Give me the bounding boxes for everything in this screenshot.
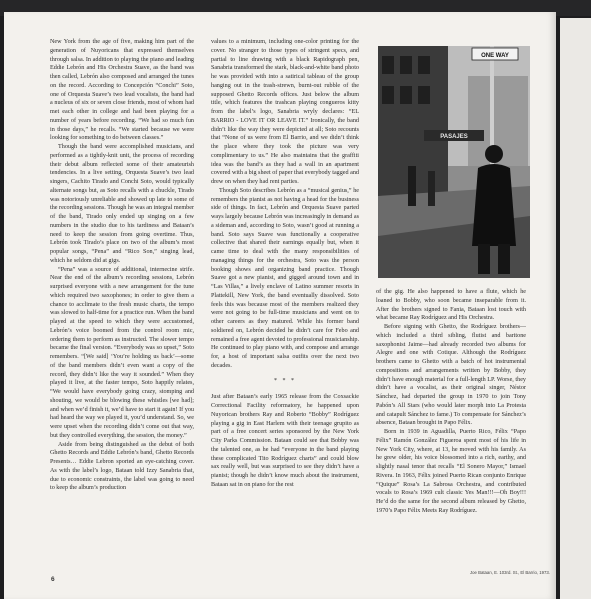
paragraph: Aside from being distinguished as the debut of both Ghetto Records and Eddie Lebrón’s band, Ghetto Records Presents… Eddie Lebron sported an eye-catching cover. As with the label’s logo, Bataan told Izzy Sanabria that, due to economic constraints, the label was going to need to keep the album’s production [50,441,194,492]
text-column-2 [211,38,359,588]
text-column-3 [376,288,526,568]
paragraph: Though the band were accomplished musicians, and performed as a tightly-knit unit, the process of recording their debut album reflected some of their amateurish tendencies. In a live setting, Orquesta Suave’s two lead singers, Cachito Tirado and Conchi Soto, would typically alternate songs but, as Soto recalls with a chuckle, Tirado was notoriously unreliable and showed up late to some of the recording sessions. Though he was an integral member of the band, Tirado only ended up singing on a few numbers in the studio due to his tardiness and Bataan’s need to keep the session from going overtime. Thus, Lebrón took Tirado’s place on two of the album’s most popular songs, “Pena” and “Rico Son,” singing lead, which he seldom did at gigs. [50,144,194,264]
text-column-1 [50,38,194,588]
facing-page-edge [560,18,591,599]
paragraph: Before signing with Ghetto, the Rodríguez brothers—which included a third sibling, flutist and baritone saxophonist Jaime—had already recorded two albums for Alegre and one with Cotique. Although the Rodríguez brothers came to Ghetto with a batch of hot instrumental compositions and arrangements written by Bobby, they didn’t have enough material for a full-length LP. Worse, they didn’t have a vocalist, as their original singer, Néstor Sánchez, had departed the group in 1970 to join Tony Pabón’s All Stars (who would later morph into La Protesta and catapult Sánchez to fame.) To compensate for Sánchez’s absence, Bataan brought in Papo Félix. [376,324,526,427]
photo-caption: Joe Bataan, E. 103rd. St., El Barrio, 1973. [469,570,550,575]
page-number: 6 [51,576,55,583]
paragraph: values to a minimum, including one-color printing for the cover. No stranger to those types of stringent specs, and partial to line drawing with a black Rapidograph pen, Sanabria transformed the stark, black-and-white band photo he was provided with into a satirical tableau of the group hanging out in the trash-strewn, burnt-out rubble of the supposed Ghetto Records offices. Just below the album title, which features the trashcan playing congueros kitty from the label’s logo, Sanabria wryly declares: “EL BARRIO - LOVE IT OR LEAVE IT.” Ironically, the band didn’t like the way they were depicted at all; Soto recounts that “None of us were from El Barrio, and we didn’t think the place where they took the picture was very complimentary to us.” He also maintains that the graffiti idea was the band’s as they had a wall in an apartment covered with a big sheet of paper that everybody tagged and drew on when they had rent parties. [211,39,359,185]
paragraph: of the gig. He also happened to have a flute, which he loaned to Bobby, who soon became inseparable from it. After the brothers signed to Fania, Bataan lost touch with what became Ray Rodríguez and His Orchestra. [376,289,526,322]
paragraph: Born in 1939 in Aguadilla, Puerto Rico, Félix “Papo Félix” Ramón González Figueroa spent most of his life in New York City, where, at 13, he moved with his family. As he grew older, his voice blossomed into a rich, earthy, and slightly nasal tenor that recalls “El Sonero Mayor,” Ismael Rivera. In 1963, Félix joined Puerto Rican conjunto Enrique “Quique” Rosa’s La Sabrosa Orchestra, and contributed vocals to Rosa’s 1969 cult classic Yes Man!!!—Oh Boy!!! He’d do the same for the second album released by Ghetto, 1970’s Papo Félix Meets Ray Rodríguez. [376,429,526,514]
street-photo [378,46,530,278]
paragraph: New York from the age of five, making him part of the generation of Nuyoricans that expressed themselves through salsa. In addition to playing the piano and leading Eddie Lebrón and His Orchestra Suave, as the band was then called, Lebrón also composed and arranged the tunes on the record. According to Concepción “Conchi” Soto, one of Orquesta Suave’s two lead vocalists, the band had a nucleus of six or seven close friends, most of whom had met each other in college and had been playing for a number of years before recording. “We had so much fun in those days,” he recalls. “We started because we were looking for something to do between classes.” [50,39,194,142]
section-separator: * * * [274,377,296,384]
pasajes-sign-text: PASAJES [440,134,468,140]
paragraph: “Pena” was a source of additional, internecine strife. Near the end of the album’s recording sessions, Lebrón surprised everyone with a new arrangement for the tune which required two saxophones; in order to give them a chance to acclimate to the fresh music charts, the tempo was slowed to half-time for a practice run. When the band played at the speed to which they were accustomed, Lebrón’s voice boomed from the control room mic, ordering them to perform as instructed. The slower tempo became the final version. “Everybody was so upset,” Soto remembers. “[We said] ‘You’re holding us back’—some of the band members didn’t even want a copy of the record, they didn’t like the way it sounded.” When they played it live, at the faster tempo, Soto happily relates, “We would have everybody going crazy, stomping and shouting, we would be blowing these whistles [we had]; and when we’d finish it, we’d have to start it again! If you had heard the way we played it, you’d understand. So, we were upset when the recording didn’t come out that way, but they controlled everything, the session, the money.” [50,266,194,439]
paragraph: Just after Bataan’s early 1965 release from the Coxsackie Correctional Facility reformatory, he happened upon Nuyorican brothers Ray and Roberto “Bobby” Rodríguez playing a gig in East Harlem with their teenage grupito as part of a free concert series sponsored by the New York City Parks Commission. Bataan could see that Bobby was the talented one, as he had “everyone in the band playing these complicated Tito Rodríguez charts” and could blow sax really well, but was surprised to see they didn’t have a pianist; though he didn’t know much about the instrument, Bataan sat in on piano for the rest [211,394,359,488]
paragraph: Though Soto describes Lebrón as a “musical genius,” he remembers the pianist as not having a head for the business side of things. In fact, Lebrón and Orquesta Suave parted ways largely because Lebrón was increasingly in demand as a sideman and, according to Soto, wasn’t good at running a band. Soto says Suave was functionally a cooperative collective that shared their earnings equally but, when it came time to deal with the many responsibilities of managing things for the orchestra, Soto was the person booking shows and organizing band practice. Though Suave got a new pianist, and gigged around town and in “Las Villas,” a lively enclave of Latino summer resorts in Plattekill, New York, the band eventually dissolved. Soto feels this was because most of the members realized they were not going to be full-time musicians and went on to other careers as they matured. While his former band soldiered on, Lebrón decided he didn’t care for Febo and remained a free agent devoted to professional musicianship. He continued to play piano with, and compose and arrange for, a host of important salsa outfits over the next two decades. [211,187,359,369]
one-way-sign-text: ONE WAY [481,53,509,59]
